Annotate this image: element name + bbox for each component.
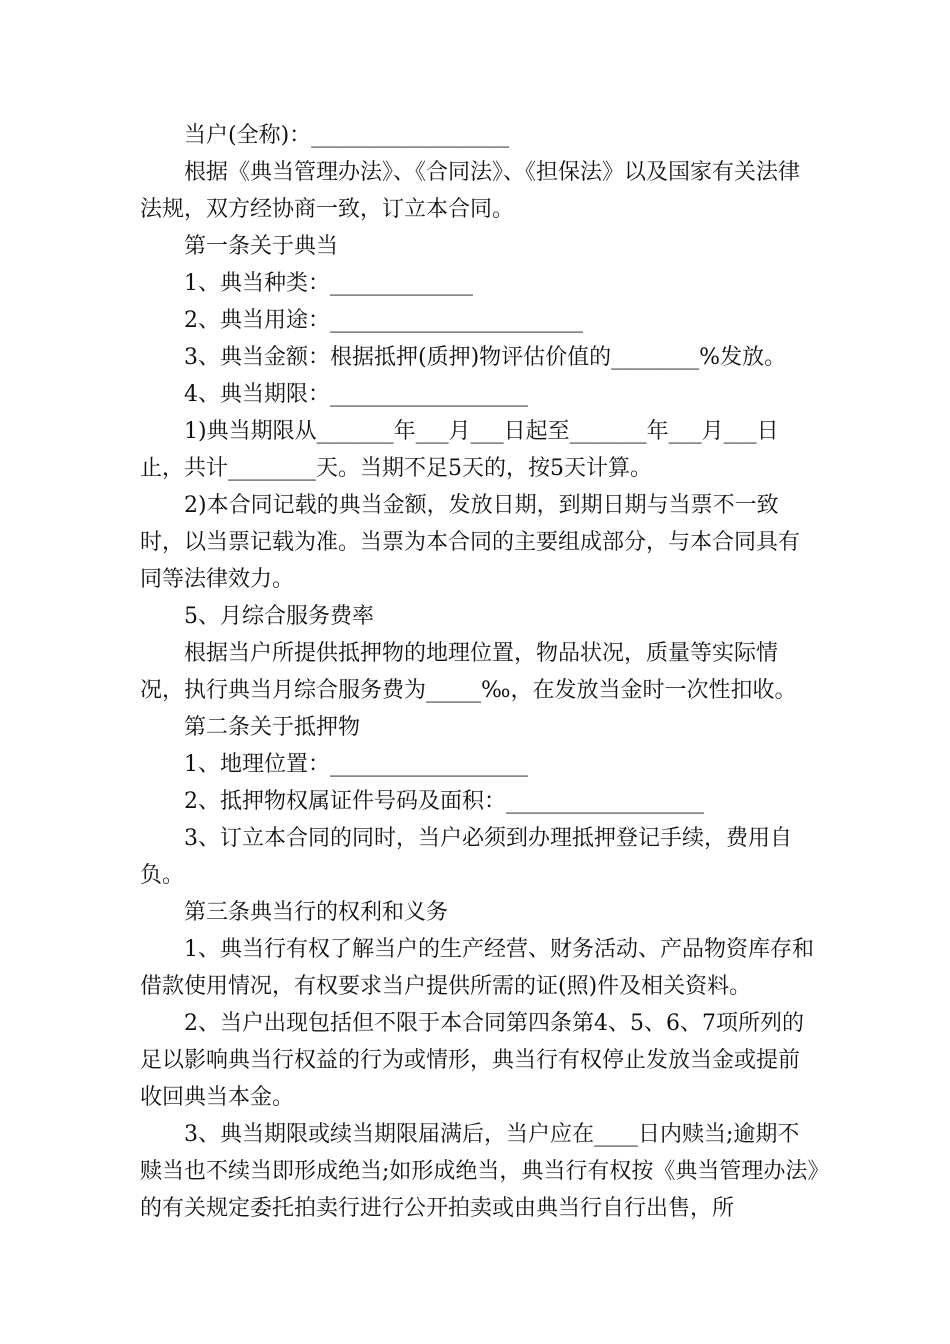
preamble-paragraph: 根据《典当管理办法》、《合同法》、《担保法》以及国家有关法律法规，双方经协商一致，订立本合同。 [140,160,801,222]
article-3-heading: 第三条典当行的权利和义务 [184,900,449,925]
pawn-term-line: 4、典当期限：__________________ [184,382,528,407]
party-name-line: 当户(全称)：__________________ [184,123,510,148]
term-period-paragraph: 1)典当期限从_______年___月___日起至_______年___月___日止，共计________天。当期不足5天的，按5天计算。 [140,419,779,481]
service-fee-heading: 5、月综合服务费率 [184,604,374,629]
redemption-paragraph: 3、典当期限或续当期限届满后，当户应在____日内赎当;逾期不赎当也不续当即形成绝当;如形成绝当，典当行有权按《典当管理办法》的有关规定委托拍卖行进行公开拍卖或由典当行自行出售，所 [140,1122,819,1221]
article-2-heading: 第二条关于抵押物 [184,715,361,740]
pawn-type-line: 1、典当种类：_____________ [184,271,473,296]
certificate-line: 2、抵押物权属证件号码及面积：__________________ [184,789,704,814]
registration-paragraph: 3、订立本合同的同时，当户必须到办理抵押登记手续，费用自负。 [140,826,792,888]
pawn-amount-line: 3、典当金额：根据抵押(质押)物评估价值的________%发放。 [184,345,787,370]
pawn-ticket-paragraph: 2)本合同记载的典当金额，发放日期，到期日期与当票不一致时，以当票记载为准。当票为本合同的主要组成部分，与本合同具有同等法律效力。 [140,493,801,592]
location-line: 1、地理位置：__________________ [184,752,528,777]
pawn-purpose-line: 2、典当用途：_______________________ [184,308,583,333]
article-1-heading: 第一条关于典当 [184,234,339,259]
right-to-inspect-paragraph: 1、典当行有权了解当户的生产经营、财务活动、产品物资库存和借款使用情况，有权要求当户提供所需的证(照)件及相关资料。 [140,937,814,999]
service-fee-paragraph: 根据当户所提供抵押物的地理位置，物品状况，质量等实际情况，执行典当月综合服务费为_____‰，在发放当金时一次性扣收。 [140,641,797,703]
right-to-stop-paragraph: 2、当户出现包括但不限于本合同第四条第4、5、6、7项所列的足以影响典当行权益的行为或情形，典当行有权停止发放当金或提前收回典当本金。 [140,1011,804,1110]
contract-body [140,117,820,1227]
